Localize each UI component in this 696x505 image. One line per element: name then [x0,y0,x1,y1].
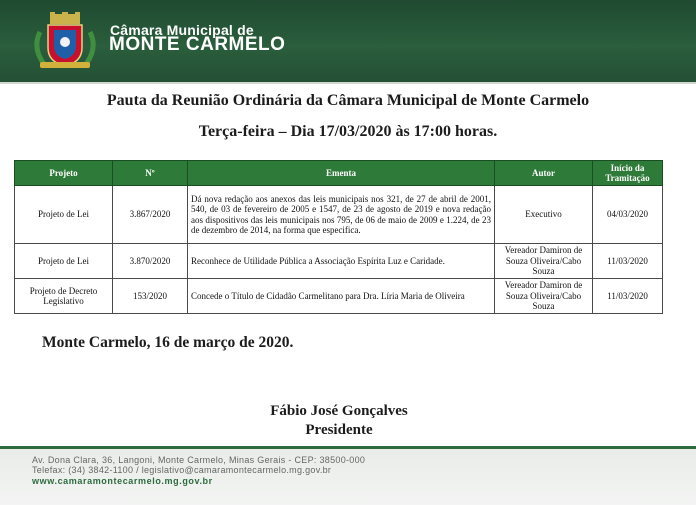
cell-numero: 153/2020 [113,279,188,314]
column-header-autor: Autor [495,161,593,186]
cell-projeto: Projeto de Lei [15,186,113,244]
table-row [15,186,663,244]
signer-role: Presidente [305,422,373,438]
brand-title: MONTE CARMELO [109,34,286,55]
session-date: Terça-feira – Dia 17/03/2020 às 17:00 horas. [198,123,498,140]
agenda-table [14,160,663,314]
footer-address: Av. Dona Clara, 36, Langoni, Monte Carmelo, Minas Gerais - CEP: 38500-000 [32,455,366,465]
cell-numero: 3.870/2020 [113,244,188,279]
signer-name: Fábio José Gonçalves [270,403,408,419]
cell-ementa: Dá nova redação aos anexos das leis municipais nos 321, de 27 de abril de 2001, 540, de 03 de fevereiro de 2005 e 1547, de 23 de agosto de 2019 e nova redação aos dispositivos das leis municipais nos 795, de 06 de maio de 2009 e 1.224, de 23 de dezembro de 2014, na forma que especifica. [188,186,495,244]
cell-projeto: Projeto de Lei [15,244,113,279]
page-title: Pauta da Reunião Ordinária da Câmara Municipal de Monte Carmelo [106,92,590,109]
header-band [0,0,696,84]
cell-inicio: 11/03/2020 [593,279,663,314]
table-row [15,279,663,314]
cell-autor: Executivo [495,186,593,244]
cell-inicio: 11/03/2020 [593,244,663,279]
footer-website-link[interactable]: www.camaramontecarmelo.mg.gov.br [32,476,213,486]
cell-inicio: 04/03/2020 [593,186,663,244]
brand-subtitle: Câmara Municipal de [110,22,254,38]
table-row [15,244,663,279]
column-header-numero: Nº [113,161,188,186]
table-header-row [15,161,663,186]
column-header-inicio: Início da Tramitação [593,161,663,186]
cell-ementa: Concede o Título de Cidadão Carmelitano para Dra. Líria Maria de Oliveira [188,279,495,314]
city-date: Monte Carmelo, 16 de março de 2020. [42,334,294,351]
cell-autor: Vereador Damiron de Souza Oliveira/Cabo Souza [495,244,593,279]
column-header-ementa: Ementa [188,161,495,186]
cell-ementa: Reconhece de Utilidade Pública a Associação Espírita Luz e Caridade. [188,244,495,279]
cell-numero: 3.867/2020 [113,186,188,244]
municipal-crest-icon [30,12,100,70]
signature-block [0,402,678,440]
cell-autor: Vereador Damiron de Souza Oliveira/Cabo Souza [495,279,593,314]
footer-contact[interactable]: Telefax: (34) 3842-1100 / legislativo@camaramontecarmelo.mg.gov.br [32,465,332,475]
cell-projeto: Projeto de Decreto Legislativo [15,279,113,314]
column-header-projeto: Projeto [15,161,113,186]
